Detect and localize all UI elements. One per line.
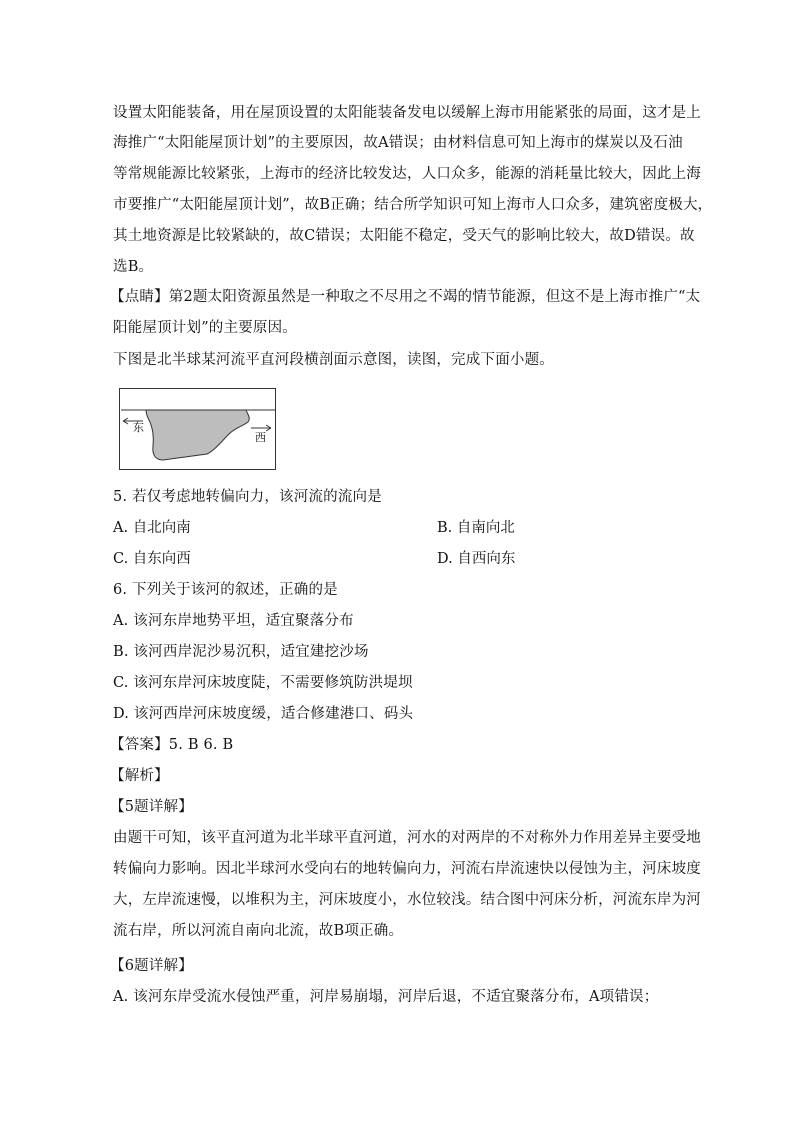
q5-detail-line: 由题干可知，该平直河道为北半球平直河道，河水的对两岸的不对称外力作用差异主要受地 [113,830,701,846]
q5-detail-line: 大，左岸流速慢，以堆积为主，河床坡度小，水位较浅。结合图中河床分析，河流东岸为河 [113,892,701,908]
text-line: 选B。 [113,259,154,275]
west-label: 西 [255,431,266,444]
q6-stem: 6. 下列关于该河的叙述，正确的是 [113,582,338,598]
east-label: 东 [133,421,144,434]
q5-detail-line: 转偏向力影响。因北半球河水受向右的地转偏向力，河流右岸流速快以侵蚀为主，河床坡度 [113,861,701,877]
q5-detail-line: 流右岸，所以河流自南向北流，故B项正确。 [113,923,404,939]
q6-option-b: B. 该河西岸泥沙易沉积，适宜建挖沙场 [113,644,369,660]
dianjing-line: 【点睛】第2题太阳资源虽然是一种取之不尽用之不竭的情节能源，但这不是上海市推广“太 [110,289,701,305]
q6-option-d: D. 该河西岸河床坡度缓，适合修建港口、码头 [113,706,414,722]
text-line: 设置太阳能装备，用在屋顶设置的太阳能装备发电以缓解上海市用能紧张的局面，这才是上 [113,105,701,121]
text-line: 市要推广“太阳能屋顶计划”，故B正确；结合所学知识可知上海市人口众多，建筑密度极大， [113,197,713,213]
text-line: 其土地资源是比较紧缺的，故C错误；太阳能不稳定，受天气的影响比较大，故D错误。故 [113,228,695,244]
q5-option-a: A. 自北向南 [113,520,191,536]
q5-option-c: C. 自东向西 [113,551,191,567]
text-line: 等常规能源比较紧张，上海市的经济比较发达，人口众多，能源的消耗量比较大，因此上海 [113,166,701,182]
analysis-heading: 【解析】 [110,768,169,784]
q5-stem: 5. 若仅考虑地转偏向力，该河流的流向是 [113,489,382,505]
river-cross-section-figure [119,388,276,470]
q6-detail-line: A. 该河东岸受流水侵蚀严重，河岸易崩塌，河岸后退，不适宜聚落分布，A项错误； [113,989,659,1005]
question-intro: 下图是北半球某河流平直河段横剖面示意图，读图，完成下面小题。 [113,352,554,368]
q6-option-a: A. 该河东岸地势平坦，适宜聚落分布 [113,613,354,629]
q5-detail-heading: 【5题详解】 [110,799,193,815]
dianjing-line: 阳能屋顶计划”的主要原因。 [113,320,298,336]
q6-option-c: C. 该河东岸河床坡度陡，不需要修筑防洪堤坝 [113,675,413,691]
q5-option-d: D. 自西向东 [437,551,516,567]
text-line: 海推广“太阳能屋顶计划”的主要原因，故A错误；由材料信息可知上海市的煤炭以及石油 [113,135,683,151]
q5-option-b: B. 自南向北 [437,520,515,536]
q6-detail-heading: 【6题详解】 [110,958,193,974]
answer-line: 【答案】5. B 6. B [110,737,234,753]
